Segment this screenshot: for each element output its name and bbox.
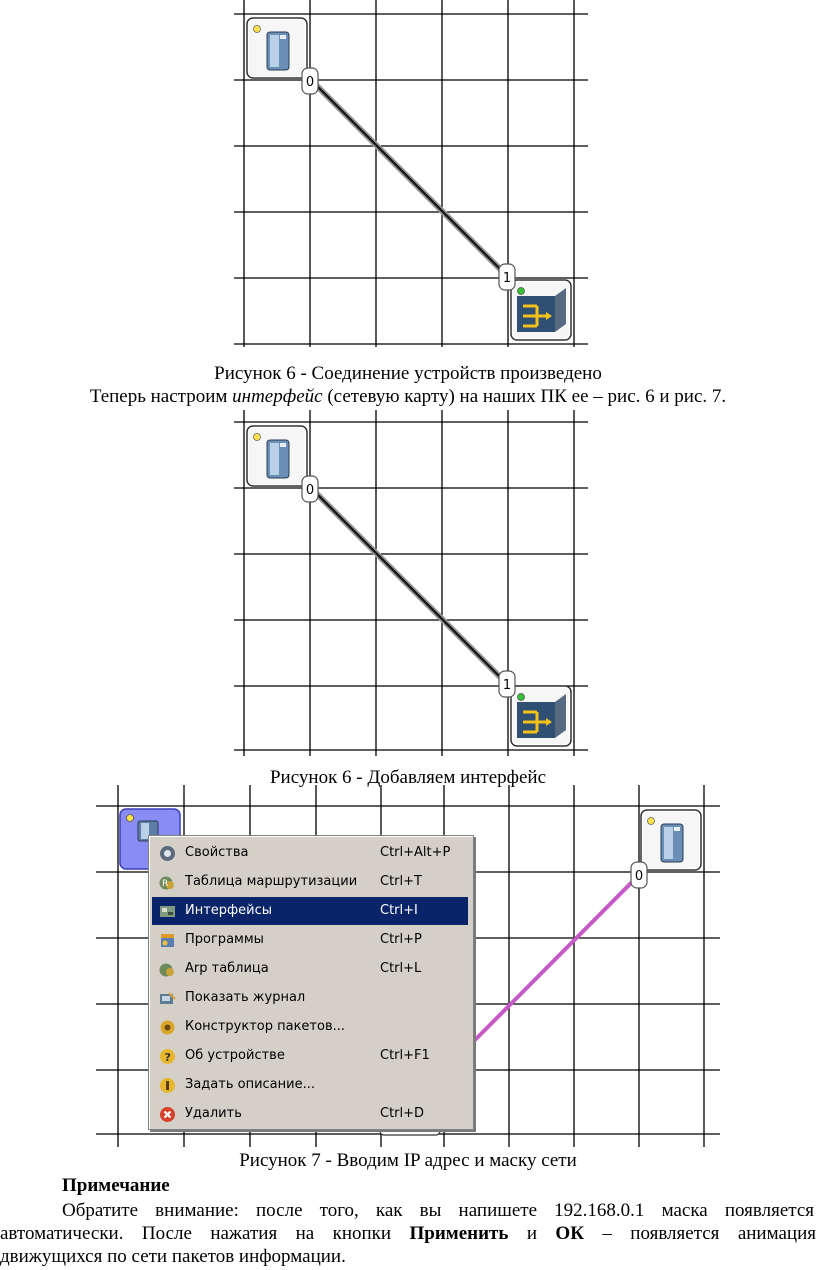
note-text: и bbox=[508, 1223, 556, 1244]
note-text: – появляется анимация bbox=[583, 1223, 816, 1244]
switch-device-icon[interactable] bbox=[511, 686, 571, 746]
menu-item-packet-builder[interactable] bbox=[152, 1013, 468, 1041]
port-label-1 bbox=[499, 264, 515, 290]
menu-item-label: Об устройстве bbox=[185, 1048, 285, 1063]
note-title: Примечание bbox=[62, 1175, 170, 1196]
network-diagram-1 bbox=[220, 0, 600, 365]
menu-item-shortcut: Ctrl+F1 bbox=[380, 1048, 430, 1063]
svg-text:0: 0 bbox=[305, 483, 315, 498]
note-line-3: движущихся по сети пакетов информации. bbox=[0, 1246, 346, 1267]
svg-text:1: 1 bbox=[502, 678, 512, 693]
pc-device-icon[interactable] bbox=[247, 18, 307, 78]
menu-item-interfaces[interactable] bbox=[152, 897, 468, 925]
svg-text:?: ? bbox=[164, 1051, 171, 1064]
svg-text:0: 0 bbox=[634, 869, 644, 884]
menu-item-label: Arp таблица bbox=[185, 961, 269, 976]
port-label-1 bbox=[499, 671, 515, 697]
menu-item-label: Задать описание... bbox=[185, 1077, 315, 1092]
delete-icon bbox=[159, 1106, 176, 1123]
figure-caption: Рисунок 7 - Вводим IP адрес и маску сети bbox=[239, 1150, 577, 1171]
arp-table-icon bbox=[159, 961, 176, 978]
about-device-icon bbox=[159, 1048, 176, 1065]
device-context-menu[interactable] bbox=[148, 835, 474, 1130]
log-icon bbox=[159, 990, 176, 1007]
set-description-icon bbox=[159, 1077, 176, 1094]
svg-text:R: R bbox=[162, 879, 169, 889]
menu-item-label: Интерфейсы bbox=[185, 903, 273, 918]
menu-item-show-log[interactable] bbox=[152, 984, 468, 1012]
menu-item-arp-table[interactable] bbox=[152, 955, 468, 983]
routing-table-icon bbox=[159, 874, 176, 891]
network-diagram-2 bbox=[220, 410, 600, 760]
apply-button-label: Применить bbox=[409, 1223, 509, 1244]
menu-item-shortcut: Ctrl+Alt+P bbox=[380, 845, 451, 860]
svg-text:0: 0 bbox=[305, 75, 315, 90]
properties-icon bbox=[159, 845, 176, 862]
menu-item-label: Удалить bbox=[185, 1106, 242, 1121]
port-label-0 bbox=[302, 68, 318, 94]
menu-item-programs[interactable] bbox=[152, 926, 468, 954]
port-label-0 bbox=[302, 476, 318, 502]
menu-item-set-description[interactable] bbox=[152, 1071, 468, 1099]
interfaces-icon bbox=[159, 903, 176, 920]
figure-caption: Рисунок 6 - Добавляем интерфейс bbox=[269, 767, 547, 788]
menu-item-label: Программы bbox=[185, 932, 264, 947]
ok-button-label: ОК bbox=[555, 1223, 584, 1244]
menu-item-properties[interactable] bbox=[152, 839, 468, 867]
note-line-1: Обратите внимание: после того, как вы напишете 192.168.0.1 маска появляется bbox=[62, 1200, 814, 1221]
menu-item-routing-table[interactable] bbox=[152, 868, 468, 896]
menu-item-label: Таблица маршрутизации bbox=[185, 874, 358, 889]
menu-item-shortcut: Ctrl+L bbox=[380, 961, 422, 976]
menu-item-delete[interactable] bbox=[152, 1100, 468, 1128]
packet-builder-icon bbox=[159, 1019, 176, 1036]
menu-item-shortcut: Ctrl+P bbox=[380, 932, 422, 947]
intro-paragraph bbox=[0, 386, 816, 408]
figure-caption: Рисунок 6 - Соединение устройств произведено bbox=[214, 363, 602, 384]
programs-icon bbox=[159, 932, 176, 949]
intro-text-end: (сетевую карту) на наших ПК ее – рис. 6 и рис. 7. bbox=[322, 386, 727, 407]
intro-emphasis: интерфейс bbox=[232, 386, 323, 407]
menu-item-shortcut: Ctrl+T bbox=[380, 874, 422, 889]
menu-item-label: Конструктор пакетов... bbox=[185, 1019, 346, 1034]
port-label-0 bbox=[631, 862, 647, 888]
menu-item-label: Свойства bbox=[185, 845, 249, 860]
menu-item-about-device[interactable] bbox=[152, 1042, 468, 1070]
note-text: автоматически. После нажатия на кнопки bbox=[0, 1223, 410, 1244]
menu-item-label: Показать журнал bbox=[185, 990, 306, 1005]
pc-device-icon[interactable] bbox=[641, 810, 701, 870]
menu-item-shortcut: Ctrl+I bbox=[380, 903, 418, 918]
pc-device-icon[interactable] bbox=[247, 426, 307, 486]
switch-device-icon[interactable] bbox=[511, 280, 571, 340]
intro-text: Теперь настроим bbox=[89, 386, 233, 407]
svg-text:1: 1 bbox=[502, 271, 512, 286]
menu-item-shortcut: Ctrl+D bbox=[380, 1106, 425, 1121]
